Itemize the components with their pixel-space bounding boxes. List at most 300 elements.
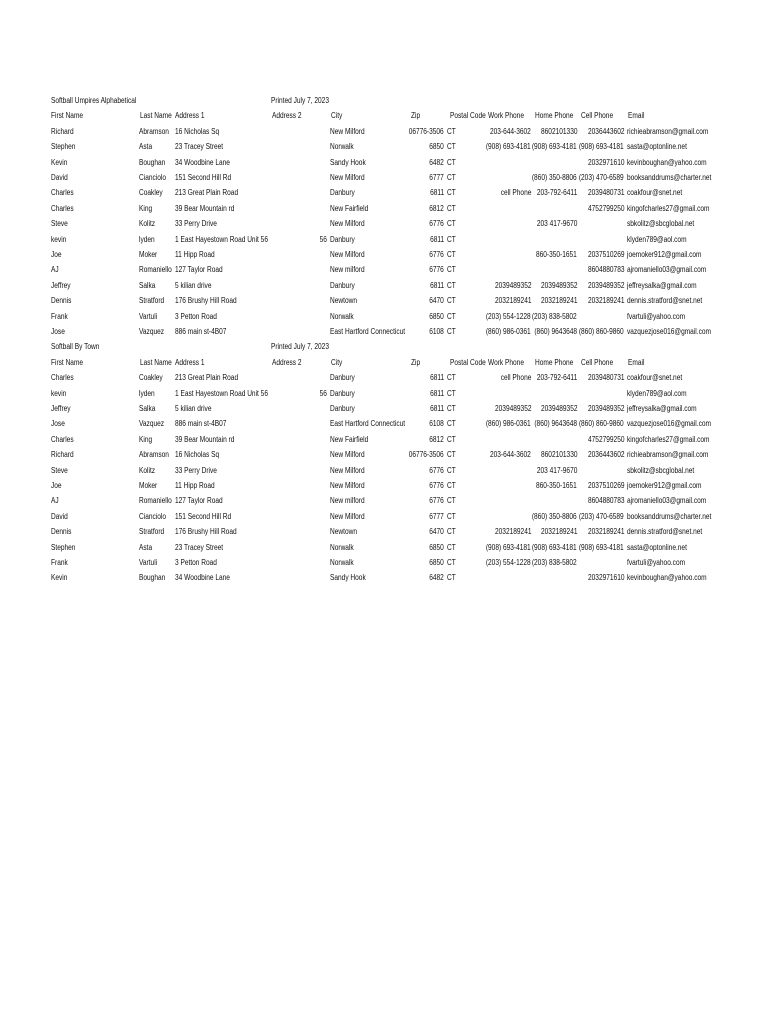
cell-city: Danbury	[330, 280, 355, 290]
cell-home: 203-792-6411	[536, 373, 577, 383]
cell-cell: 2032971610	[587, 157, 624, 167]
cell-state: CT	[447, 542, 456, 552]
cell-last: Romaniello	[139, 265, 172, 275]
cell-addr1: 1 East Hayestown Road Unit 56	[175, 234, 268, 244]
cell-city: Danbury	[330, 373, 355, 383]
table-row	[0, 325, 770, 339]
column-header: Cell Phone	[581, 357, 614, 367]
cell-addr1: 213 Great Plain Road	[175, 373, 239, 383]
cell-home: 8602101330	[540, 450, 577, 460]
column-header: Last Name	[140, 111, 172, 121]
cell-home: 203 417-9670	[536, 219, 577, 229]
cell-addr1: 1 East Hayestown Road Unit 56	[175, 388, 268, 398]
cell-work: 203-644-3602	[490, 450, 531, 460]
table-row	[0, 186, 770, 200]
column-header-row	[0, 109, 770, 123]
cell-zip: 6850	[429, 542, 444, 552]
cell-state: CT	[447, 450, 456, 460]
cell-first: Jose	[51, 419, 65, 429]
table-row	[0, 448, 770, 462]
cell-state: CT	[447, 404, 456, 413]
cell-city: New Fairfield	[330, 434, 369, 444]
cell-city: New Milford	[330, 173, 365, 182]
cell-last: Vazquez	[139, 419, 165, 429]
cell-zip: 6812	[429, 203, 444, 213]
cell-zip: 6108	[429, 327, 444, 336]
cell-state: CT	[447, 173, 456, 182]
cell-city: New Milford	[330, 219, 365, 229]
table-row	[0, 556, 770, 570]
table-row	[0, 387, 770, 401]
cell-state: CT	[447, 203, 456, 213]
cell-home: 2032189241	[540, 527, 577, 537]
cell-cell: (203) 470-6589	[579, 173, 624, 182]
cell-email: fvartuli@yahoo.com	[627, 311, 686, 321]
cell-work: (908) 693-4181	[486, 142, 531, 152]
cell-last: Asta	[139, 542, 153, 552]
cell-home: 2039489352	[540, 280, 577, 290]
cell-email: joemoker912@gmail.com	[627, 250, 702, 259]
cell-first: Frank	[51, 311, 68, 321]
cell-addr1: 3 Petton Road	[175, 311, 217, 321]
cell-first: David	[51, 511, 68, 521]
cell-home: 860-350-1651	[536, 250, 577, 259]
cell-zip: 6811	[429, 388, 444, 398]
cell-cell: 2039480731	[587, 188, 624, 198]
column-header: Email	[628, 111, 645, 121]
cell-zip: 06776-3506	[408, 450, 444, 460]
cell-first: Kevin	[51, 157, 68, 167]
cell-email: kevinboughan@yahoo.com	[627, 573, 707, 583]
column-header: Postal Code	[450, 111, 486, 121]
table-row	[0, 156, 770, 170]
cell-email: sasta@optonline.net	[627, 142, 687, 152]
cell-zip: 6811	[429, 373, 444, 383]
cell-email: sasta@optonline.net	[627, 542, 687, 552]
column-header: First Name	[51, 357, 84, 367]
cell-city: New Milford	[330, 481, 365, 490]
cell-state: CT	[447, 496, 456, 506]
cell-addr1: 213 Great Plain Road	[175, 188, 239, 198]
cell-state: CT	[447, 280, 456, 290]
cell-last: Abramson	[139, 126, 169, 136]
cell-zip: 6470	[429, 527, 444, 537]
cell-home: (908) 693-4181	[532, 542, 577, 552]
cell-city: New Milford	[330, 450, 365, 460]
cell-last: Abramson	[139, 450, 169, 460]
cell-cell: (908) 693-4181	[579, 142, 624, 152]
cell-last: Kolitz	[139, 465, 156, 475]
report-title: Softball By Town	[51, 342, 100, 352]
column-header: Work Phone	[488, 111, 524, 121]
cell-zip: 6811	[429, 234, 444, 244]
cell-last: King	[139, 203, 153, 213]
cell-last: Stratford	[139, 527, 165, 537]
section-title-row	[0, 94, 770, 108]
cell-first: Jose	[51, 327, 65, 336]
table-row	[0, 310, 770, 324]
cell-city: New milford	[330, 265, 365, 275]
column-header: Address 1	[175, 111, 205, 121]
column-header: Address 2	[272, 357, 302, 367]
cell-last: Cianciolo	[139, 511, 166, 521]
cell-email: jeffreysalka@gmail.com	[627, 404, 697, 413]
cell-cell: 2039480731	[587, 373, 624, 383]
cell-email: ajromaniello03@gmail.com	[627, 496, 707, 506]
cell-city: Newtown	[330, 296, 357, 306]
cell-email: booksanddrums@charter.net	[627, 511, 712, 521]
cell-city: Norwalk	[330, 542, 354, 552]
cell-home: 203-792-6411	[536, 188, 577, 198]
table-row	[0, 248, 770, 262]
cell-last: King	[139, 434, 153, 444]
cell-email: dennis.stratford@snet.net	[627, 527, 703, 537]
cell-state: CT	[447, 527, 456, 537]
cell-zip: 6777	[429, 511, 444, 521]
cell-city: Sandy Hook	[330, 573, 366, 583]
cell-last: Coakley	[139, 373, 163, 383]
cell-last: Vartuli	[139, 558, 158, 567]
table-row	[0, 510, 770, 524]
cell-home: (860) 9643648	[534, 419, 577, 429]
cell-addr2: 56	[319, 234, 327, 244]
cell-last: Boughan	[139, 573, 166, 583]
cell-city: New Milford	[330, 465, 365, 475]
table-row	[0, 125, 770, 139]
cell-zip: 6776	[429, 265, 444, 275]
cell-home: (203) 838-5802	[532, 311, 577, 321]
table-row	[0, 571, 770, 585]
cell-home: 203 417-9670	[536, 465, 577, 475]
cell-home: 860-350-1651	[536, 481, 577, 490]
cell-work: cell Phone	[500, 188, 531, 198]
cell-state: CT	[447, 126, 456, 136]
cell-email: klyden789@aol.com	[627, 234, 687, 244]
cell-city: Sandy Hook	[330, 157, 366, 167]
column-header: First Name	[51, 111, 84, 121]
cell-city: New Milford	[330, 250, 365, 259]
column-header: City	[331, 111, 343, 121]
table-row	[0, 494, 770, 508]
table-row	[0, 402, 770, 416]
column-header: Zip	[411, 111, 421, 121]
table-row	[0, 525, 770, 539]
cell-work: (860) 986-0361	[486, 419, 531, 429]
cell-first: kevin	[51, 234, 67, 244]
cell-last: Vazquez	[139, 327, 165, 336]
cell-first: Frank	[51, 558, 68, 567]
cell-cell: 2032971610	[587, 573, 624, 583]
cell-last: lyden	[139, 234, 155, 244]
cell-cell: 2036443602	[587, 450, 624, 460]
cell-email: sbkolitz@sbcglobal.net	[627, 465, 695, 475]
cell-city: Danbury	[330, 388, 355, 398]
cell-first: Charles	[51, 188, 74, 198]
cell-cell: (860) 860-9860	[579, 419, 624, 429]
cell-state: CT	[447, 434, 456, 444]
column-header: City	[331, 357, 343, 367]
cell-state: CT	[447, 188, 456, 198]
cell-state: CT	[447, 558, 456, 567]
cell-city: East Hartford Connecticut	[330, 327, 406, 336]
cell-first: Joe	[51, 250, 62, 259]
cell-addr1: 127 Taylor Road	[175, 496, 223, 506]
cell-state: CT	[447, 481, 456, 490]
cell-email: richieabramson@gmail.com	[627, 450, 709, 460]
cell-cell: 2039489352	[587, 280, 624, 290]
cell-home: (860) 9643648	[534, 327, 577, 336]
cell-first: Stephen	[51, 142, 76, 152]
cell-home: 2039489352	[540, 404, 577, 413]
cell-state: CT	[447, 296, 456, 306]
cell-addr1: 5 kilian drive	[175, 404, 212, 413]
cell-email: fvartuli@yahoo.com	[627, 558, 686, 567]
cell-zip: 6850	[429, 558, 444, 567]
cell-zip: 6776	[429, 219, 444, 229]
cell-city: Norwalk	[330, 311, 354, 321]
cell-email: vazquezjose016@gmail.com	[627, 327, 711, 336]
cell-cell: 8604880783	[587, 265, 624, 275]
column-header-row	[0, 356, 770, 370]
cell-cell: 2032189241	[587, 296, 624, 306]
cell-state: CT	[447, 388, 456, 398]
cell-addr1: 34 Woodbine Lane	[175, 573, 230, 583]
cell-last: Asta	[139, 142, 153, 152]
cell-zip: 6776	[429, 496, 444, 506]
report-title: Softball Umpires Alphabetical	[51, 96, 137, 105]
cell-addr2: 56	[319, 388, 327, 398]
cell-cell: 2037510269	[587, 481, 624, 490]
cell-city: Norwalk	[330, 558, 354, 567]
cell-work: 2032189241	[494, 296, 531, 306]
table-row	[0, 433, 770, 447]
cell-state: CT	[447, 311, 456, 321]
cell-first: Richard	[51, 126, 74, 136]
cell-home: (908) 693-4181	[532, 142, 577, 152]
cell-first: Jeffrey	[51, 404, 71, 413]
column-header: Zip	[411, 357, 421, 367]
cell-zip: 6811	[429, 280, 444, 290]
cell-addr1: 23 Tracey Street	[175, 542, 224, 552]
cell-zip: 6776	[429, 465, 444, 475]
cell-last: Moker	[139, 481, 158, 490]
table-row	[0, 233, 770, 247]
cell-first: Steve	[51, 219, 68, 229]
cell-first: Charles	[51, 203, 74, 213]
cell-first: AJ	[51, 496, 59, 506]
column-header: Cell Phone	[581, 111, 614, 121]
cell-first: Dennis	[51, 527, 72, 537]
cell-email: dennis.stratford@snet.net	[627, 296, 703, 306]
cell-addr1: 16 Nicholas Sq	[175, 450, 220, 460]
cell-addr1: 151 Second Hill Rd	[175, 511, 232, 521]
column-header: Last Name	[140, 357, 172, 367]
column-header: Address 1	[175, 357, 205, 367]
cell-home: (860) 350-8806	[532, 511, 577, 521]
cell-addr1: 886 main st-4B07	[175, 327, 227, 336]
cell-city: New Fairfield	[330, 203, 369, 213]
cell-city: East Hartford Connecticut	[330, 419, 406, 429]
cell-addr1: 23 Tracey Street	[175, 142, 224, 152]
cell-last: lyden	[139, 388, 155, 398]
cell-first: Stephen	[51, 542, 76, 552]
cell-addr1: 34 Woodbine Lane	[175, 157, 230, 167]
cell-state: CT	[447, 142, 456, 152]
cell-zip: 6811	[429, 188, 444, 198]
cell-zip: 6776	[429, 250, 444, 259]
column-header: Home Phone	[535, 357, 574, 367]
cell-state: CT	[447, 573, 456, 583]
cell-email: jeffreysalka@gmail.com	[627, 280, 697, 290]
cell-first: Jeffrey	[51, 280, 71, 290]
cell-home: (860) 350-8806	[532, 173, 577, 182]
cell-last: Moker	[139, 250, 158, 259]
cell-state: CT	[447, 265, 456, 275]
cell-state: CT	[447, 250, 456, 259]
cell-addr1: 39 Bear Mountain rd	[175, 434, 235, 444]
cell-email: booksanddrums@charter.net	[627, 173, 712, 182]
cell-work: 2032189241	[494, 527, 531, 537]
cell-addr1: 39 Bear Mountain rd	[175, 203, 235, 213]
cell-addr1: 151 Second Hill Rd	[175, 173, 232, 182]
cell-zip: 06776-3506	[408, 126, 444, 136]
cell-first: Steve	[51, 465, 68, 475]
cell-zip: 6482	[429, 573, 444, 583]
table-row	[0, 294, 770, 308]
printed-date: Printed July 7, 2023	[271, 342, 329, 352]
cell-email: ajromaniello03@gmail.com	[627, 265, 707, 275]
cell-email: richieabramson@gmail.com	[627, 126, 709, 136]
cell-zip: 6850	[429, 311, 444, 321]
cell-addr1: 886 main st-4B07	[175, 419, 227, 429]
cell-cell: (203) 470-6589	[579, 511, 624, 521]
cell-city: Danbury	[330, 404, 355, 413]
cell-cell: 2039489352	[587, 404, 624, 413]
section-title-row	[0, 340, 770, 354]
cell-first: kevin	[51, 388, 67, 398]
cell-addr1: 3 Petton Road	[175, 558, 217, 567]
cell-first: David	[51, 173, 68, 182]
cell-home: 8602101330	[540, 126, 577, 136]
cell-city: New Milford	[330, 511, 365, 521]
cell-email: coakfour@snet.net	[627, 188, 683, 198]
table-row	[0, 541, 770, 555]
cell-work: (203) 554-1228	[486, 558, 531, 567]
cell-addr1: 11 Hipp Road	[175, 481, 215, 490]
cell-cell: (860) 860-9860	[579, 327, 624, 336]
cell-city: Danbury	[330, 188, 355, 198]
cell-home: 2032189241	[540, 296, 577, 306]
cell-email: sbkolitz@sbcglobal.net	[627, 219, 695, 229]
cell-city: Newtown	[330, 527, 357, 537]
table-row	[0, 171, 770, 185]
table-row	[0, 371, 770, 385]
cell-email: vazquezjose016@gmail.com	[627, 419, 711, 429]
cell-state: CT	[447, 234, 456, 244]
cell-email: klyden789@aol.com	[627, 388, 687, 398]
cell-cell: 8604880783	[587, 496, 624, 506]
cell-email: coakfour@snet.net	[627, 373, 683, 383]
cell-state: CT	[447, 419, 456, 429]
table-row	[0, 464, 770, 478]
cell-email: kingofcharles27@gmail.com	[627, 434, 710, 444]
cell-first: Dennis	[51, 296, 72, 306]
cell-email: joemoker912@gmail.com	[627, 481, 702, 490]
cell-cell: 4752799250	[587, 203, 624, 213]
cell-state: CT	[447, 511, 456, 521]
cell-work: 203-644-3602	[490, 126, 531, 136]
cell-home: (203) 838-5802	[532, 558, 577, 567]
column-header: Postal Code	[450, 357, 486, 367]
table-row	[0, 217, 770, 231]
cell-zip: 6811	[429, 404, 444, 413]
cell-work: (860) 986-0361	[486, 327, 531, 336]
cell-email: kevinboughan@yahoo.com	[627, 157, 707, 167]
cell-work: 2039489352	[494, 404, 531, 413]
cell-last: Salka	[139, 280, 156, 290]
cell-last: Stratford	[139, 296, 165, 306]
cell-last: Coakley	[139, 188, 163, 198]
table-row	[0, 202, 770, 216]
cell-addr1: 33 Perry Drive	[175, 465, 217, 475]
table-row	[0, 479, 770, 493]
cell-work: cell Phone	[500, 373, 531, 383]
cell-addr1: 176 Brushy Hill Road	[175, 296, 237, 306]
column-header: Address 2	[272, 111, 302, 121]
cell-addr1: 176 Brushy Hill Road	[175, 527, 237, 537]
cell-first: Joe	[51, 481, 62, 490]
column-header: Email	[628, 357, 645, 367]
cell-email: kingofcharles27@gmail.com	[627, 203, 710, 213]
cell-city: New Milford	[330, 126, 365, 136]
cell-state: CT	[447, 327, 456, 336]
cell-first: Kevin	[51, 573, 68, 583]
cell-addr1: 16 Nicholas Sq	[175, 126, 220, 136]
cell-cell: (908) 693-4181	[579, 542, 624, 552]
cell-zip: 6850	[429, 142, 444, 152]
cell-addr1: 33 Perry Drive	[175, 219, 217, 229]
cell-zip: 6108	[429, 419, 444, 429]
cell-first: AJ	[51, 265, 59, 275]
cell-state: CT	[447, 219, 456, 229]
cell-last: Kolitz	[139, 219, 156, 229]
cell-state: CT	[447, 157, 456, 167]
table-row	[0, 140, 770, 154]
cell-last: Romaniello	[139, 496, 172, 506]
cell-first: Charles	[51, 434, 74, 444]
cell-zip: 6812	[429, 434, 444, 444]
cell-cell: 2036443602	[587, 126, 624, 136]
cell-work: (908) 693-4181	[486, 542, 531, 552]
cell-cell: 2032189241	[587, 527, 624, 537]
table-row	[0, 417, 770, 431]
cell-state: CT	[447, 465, 456, 475]
cell-city: Norwalk	[330, 142, 354, 152]
cell-last: Vartuli	[139, 311, 158, 321]
table-row	[0, 263, 770, 277]
cell-first: Richard	[51, 450, 74, 460]
cell-work: 2039489352	[494, 280, 531, 290]
cell-work: (203) 554-1228	[486, 311, 531, 321]
column-header: Work Phone	[488, 357, 524, 367]
table-row	[0, 279, 770, 293]
cell-addr1: 11 Hipp Road	[175, 250, 215, 259]
cell-last: Salka	[139, 404, 156, 413]
column-header: Home Phone	[535, 111, 574, 121]
cell-first: Charles	[51, 373, 74, 383]
cell-zip: 6482	[429, 157, 444, 167]
cell-addr1: 5 kilian drive	[175, 280, 212, 290]
